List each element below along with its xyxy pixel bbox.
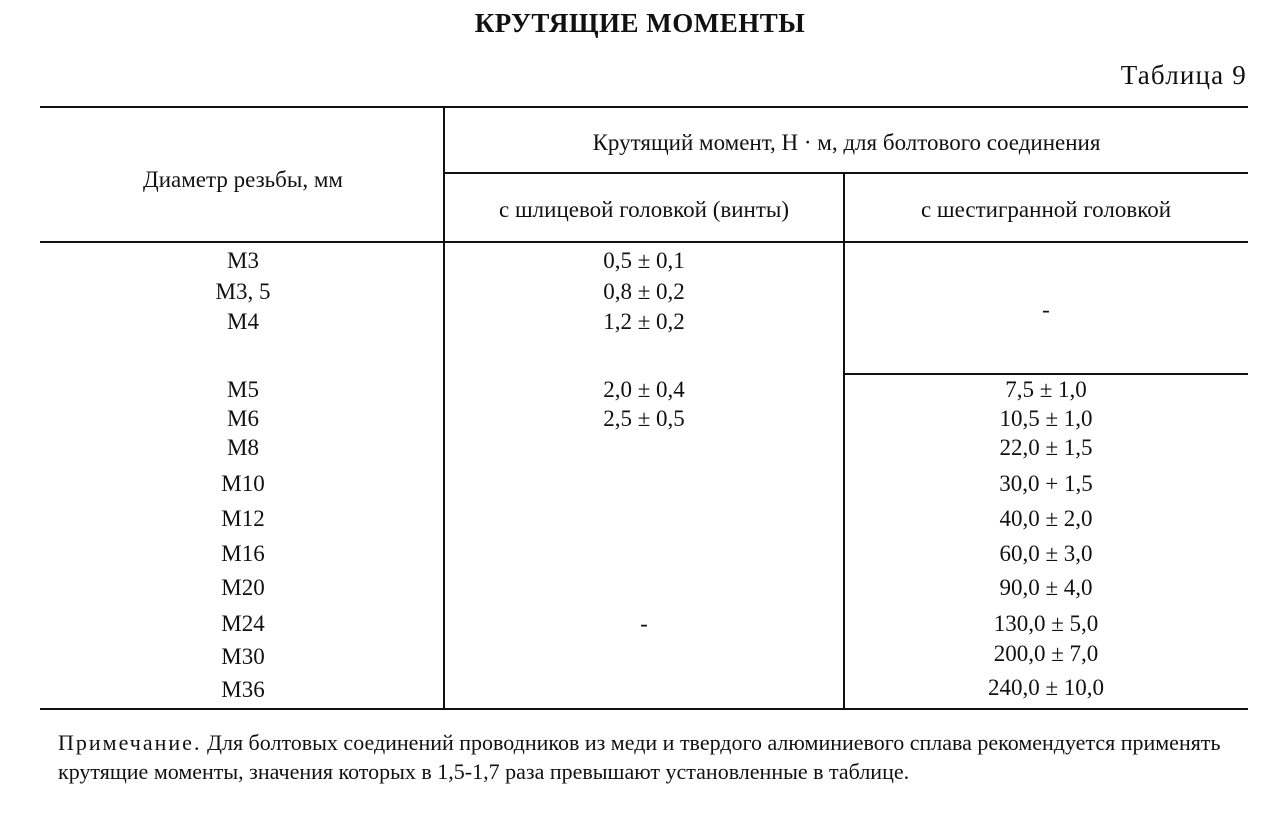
table-cell-hex-torque: 40,0 ± 2,0 (999, 506, 1093, 531)
header-torque-group: Крутящий момент, Н · м, для болтового соединения (592, 130, 1101, 155)
table-note (58, 728, 1248, 786)
table-cell-hex-torque: 130,0 ± 5,0 (993, 611, 1099, 636)
table-cell-slotted-torque: 0,5 ± 0,1 (603, 248, 685, 273)
document-title: КРУТЯЩИЕ МОМЕНТЫ (474, 8, 806, 38)
table-number-label: Таблица 9 (1120, 60, 1247, 90)
note-text: Для болтовых соединений проводников из меди и твердого алюминиевого сплава рекомендуется применять крутящие моменты, значения которых в 1,5-1,7 раза превышают установленные в таблице. (58, 730, 1221, 784)
header-bottom-border (40, 241, 1248, 243)
header-hex-head: с шестигранной головкой (920, 197, 1172, 222)
table-cell-hex-torque: 10,5 ± 1,0 (999, 406, 1093, 431)
table-cell-diameter: М3 (227, 248, 259, 273)
table-cell-hex-torque: 7,5 ± 1,0 (1005, 377, 1087, 402)
header-thread-diameter: Диаметр резьбы, мм (143, 167, 343, 192)
table-bottom-border (40, 708, 1248, 710)
header-group-divider (444, 172, 1248, 174)
table-cell-diameter: М3, 5 (215, 279, 271, 304)
table-cell-hex-torque: 60,0 ± 3,0 (999, 541, 1093, 566)
table-cell-diameter: М6 (227, 406, 259, 431)
table-cell-diameter: М5 (227, 377, 259, 402)
table-cell-hex-torque: 90,0 ± 4,0 (999, 575, 1093, 600)
table-cell-diameter: М10 (221, 471, 265, 496)
table-cell-hex-torque: 240,0 ± 10,0 (987, 675, 1105, 700)
table-top-border (40, 106, 1248, 108)
table-cell-slotted-torque: 0,8 ± 0,2 (603, 279, 685, 304)
hex-dash-cell: - (1042, 297, 1050, 322)
note-label: Примечание. (58, 730, 202, 755)
hex-dash-cell-bottom (844, 373, 1248, 375)
table-cell-diameter: М8 (227, 435, 259, 460)
table-cell-hex-torque: 30,0 + 1,5 (999, 471, 1093, 496)
table-cell-hex-torque: 22,0 ± 1,5 (999, 435, 1093, 460)
table-cell-slotted-torque: 2,5 ± 0,5 (603, 406, 685, 431)
table-cell-diameter: М4 (227, 309, 259, 334)
table-cell-slotted-torque: 2,0 ± 0,4 (603, 377, 685, 402)
header-slotted-head: с шлицевой головкой (винты) (499, 197, 789, 222)
table-cell-diameter: М16 (221, 541, 265, 566)
table-cell-diameter: М24 (221, 611, 265, 636)
table-cell-diameter: М12 (221, 506, 265, 531)
table-cell-hex-torque: 200,0 ± 7,0 (993, 641, 1099, 666)
table-cell-diameter: М30 (221, 644, 265, 669)
slotted-dash-cell: - (640, 611, 648, 636)
table-cell-diameter: М20 (221, 575, 265, 600)
table-cell-diameter: М36 (221, 677, 265, 702)
table-cell-slotted-torque: 1,2 ± 0,2 (603, 309, 685, 334)
